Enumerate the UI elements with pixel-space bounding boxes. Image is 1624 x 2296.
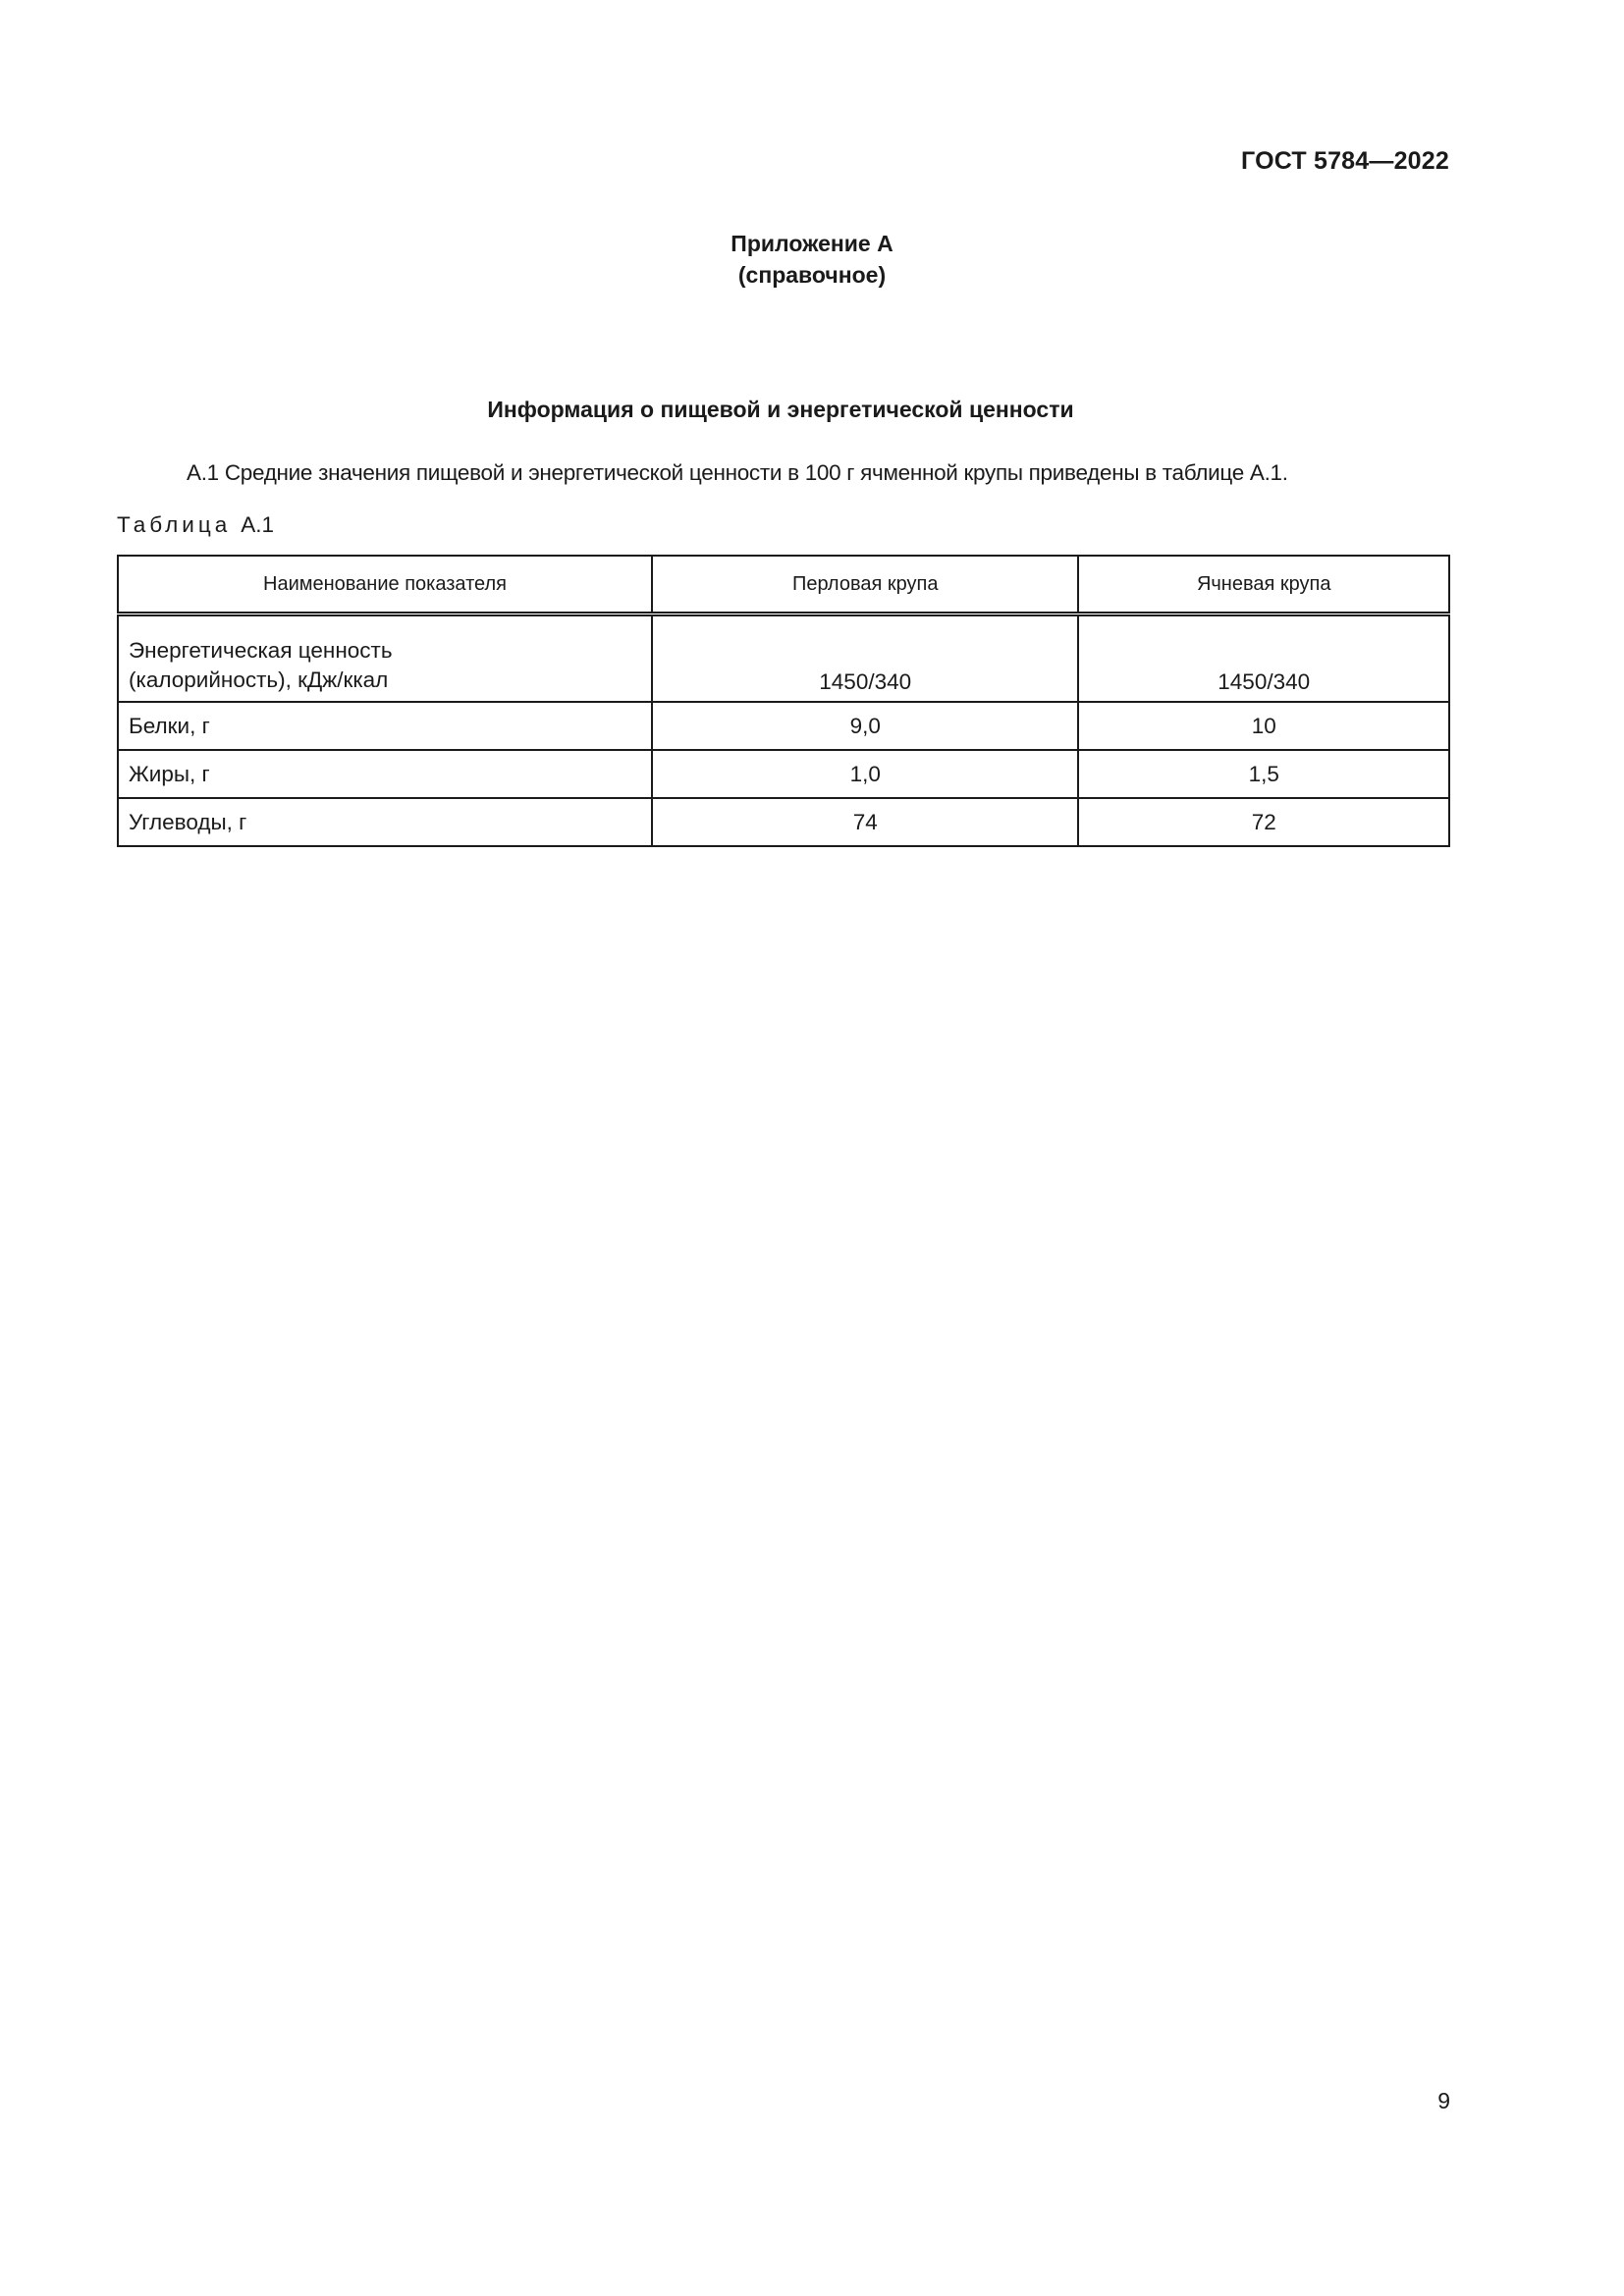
row-label-line2: (калорийность), кДж/ккал bbox=[129, 667, 389, 692]
row-label bbox=[118, 614, 652, 703]
table-row-fats bbox=[118, 750, 1449, 798]
document-code: ГОСТ 5784—2022 bbox=[1241, 147, 1449, 175]
intro-paragraph: А.1 Средние значения пищевой и энергетической ценности в 100 г ячменной крупы приведены в таблице А.1. bbox=[187, 460, 1288, 485]
row-label: Углеводы, г bbox=[118, 798, 652, 846]
cell-yachnevaya: 72 bbox=[1078, 798, 1449, 846]
appendix-subtitle: (справочное) bbox=[737, 262, 887, 288]
table-row-proteins bbox=[118, 702, 1449, 750]
cell-perlovaya: 1450/340 bbox=[652, 614, 1078, 703]
page-number: 9 bbox=[1437, 2088, 1450, 2113]
row-label: Белки, г bbox=[118, 702, 652, 750]
cell-perlovaya: 74 bbox=[652, 798, 1078, 846]
table-caption-word: Таблица bbox=[117, 512, 232, 537]
appendix-title: Приложение А bbox=[731, 231, 893, 256]
cell-perlovaya: 1,0 bbox=[652, 750, 1078, 798]
section-heading: Информация о пищевой и энергетической ценности bbox=[487, 397, 1074, 422]
cell-yachnevaya: 1450/340 bbox=[1078, 614, 1449, 703]
table-caption-number: А.1 bbox=[241, 512, 275, 537]
cell-yachnevaya: 1,5 bbox=[1078, 750, 1449, 798]
cell-yachnevaya: 10 bbox=[1078, 702, 1449, 750]
cell-perlovaya: 9,0 bbox=[652, 702, 1078, 750]
table-caption bbox=[117, 512, 274, 538]
column-header-perlovaya: Перловая крупа bbox=[652, 556, 1078, 614]
row-label: Жиры, г bbox=[118, 750, 652, 798]
table-header-row bbox=[118, 556, 1449, 614]
column-header-yachnevaya: Ячневая крупа bbox=[1078, 556, 1449, 614]
row-label-line1: Энергетическая ценность bbox=[129, 638, 393, 663]
column-header-indicator: Наименование показателя bbox=[118, 556, 652, 614]
appendix-title-block bbox=[0, 228, 1624, 291]
table-row-energy bbox=[118, 614, 1449, 703]
nutrition-table bbox=[117, 555, 1450, 847]
table-row-carbohydrates bbox=[118, 798, 1449, 846]
